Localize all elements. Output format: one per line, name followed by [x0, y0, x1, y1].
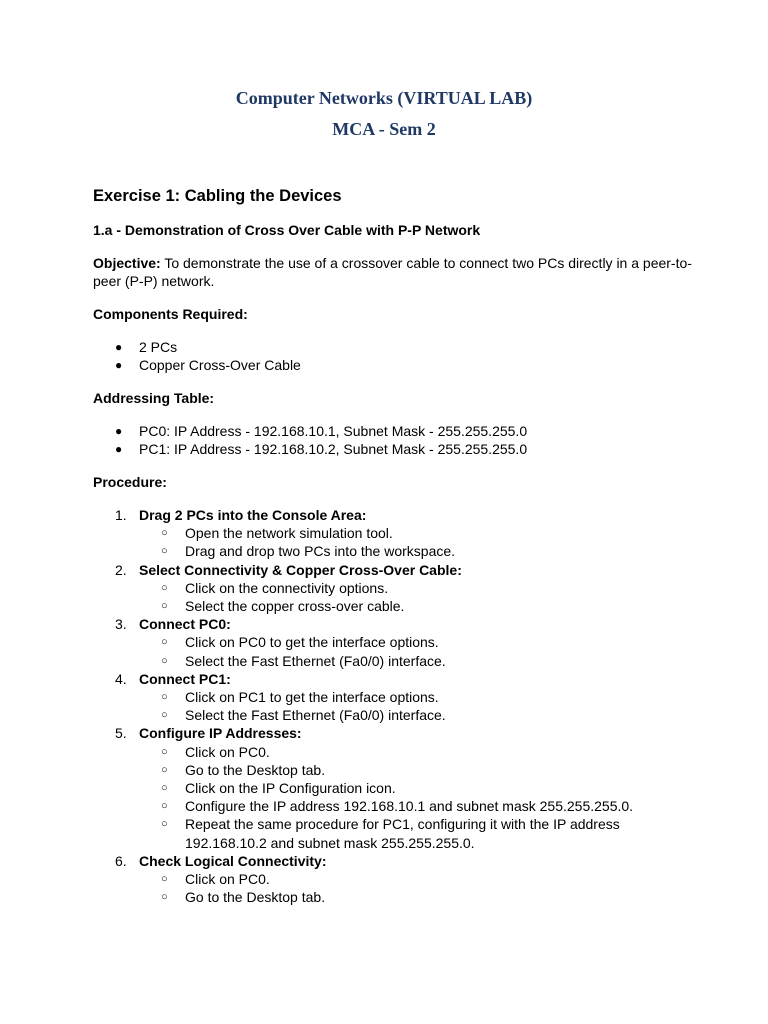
- circle-bullet-icon: ○: [161, 581, 168, 594]
- step-number: 2.: [115, 561, 127, 578]
- circle-bullet-icon: ○: [161, 545, 168, 558]
- step-title: Select Connectivity & Copper Cross-Over Cable:: [139, 561, 462, 578]
- component-text: 2 PCs: [139, 339, 178, 355]
- step-title: Drag 2 PCs into the Console Area:: [139, 507, 367, 523]
- document-title: Computer Networks (VIRTUAL LAB): [235, 88, 533, 108]
- addressing-list: [93, 422, 693, 458]
- step-substeps: [139, 870, 693, 906]
- substep-text: Go to the Desktop tab.: [185, 761, 326, 778]
- substep-text: Click on PC1 to get the interface options.: [185, 689, 439, 706]
- circle-bullet-icon: ○: [161, 818, 168, 831]
- components-label: Components Required:: [93, 306, 248, 322]
- list-item: [139, 688, 693, 706]
- step-title: Connect PC0:: [139, 616, 231, 633]
- substep-text: Open the network simulation tool.: [185, 525, 393, 542]
- list-item: [139, 652, 693, 670]
- list-item: [139, 888, 693, 906]
- bullet-icon: ●: [115, 442, 123, 456]
- circle-bullet-icon: ○: [161, 600, 168, 613]
- list-item: [139, 706, 693, 724]
- bullet-icon: ●: [115, 424, 123, 438]
- list-item: [139, 870, 693, 888]
- step-number: 5.: [115, 725, 127, 742]
- procedure-step: [93, 724, 693, 851]
- step-substeps: [139, 633, 693, 669]
- addressing-text: PC0: IP Address - 192.168.10.1, Subnet Mask - 255.255.255.0: [139, 423, 528, 439]
- objective-paragraph: [93, 254, 693, 290]
- step-title: Configure IP Addresses:: [139, 725, 302, 742]
- document-subtitle: MCA - Sem 2: [332, 119, 436, 139]
- procedure-label: Procedure:: [93, 474, 167, 490]
- circle-bullet-icon: ○: [161, 636, 168, 649]
- list-item: [139, 579, 693, 597]
- circle-bullet-icon: ○: [161, 709, 168, 722]
- procedure-step: [93, 561, 693, 616]
- substep-text: Drag and drop two PCs into the workspace.: [185, 543, 456, 560]
- bullet-icon: ●: [115, 340, 123, 354]
- substep-text: Click on PC0.: [185, 871, 270, 888]
- circle-bullet-icon: ○: [161, 527, 168, 540]
- substep-text: Go to the Desktop tab.: [185, 889, 326, 906]
- step-substeps: [139, 524, 693, 560]
- exercise-subheading: 1.a - Demonstration of Cross Over Cable with P-P Network: [93, 222, 481, 238]
- step-substeps: [139, 743, 693, 852]
- circle-bullet-icon: ○: [161, 745, 168, 758]
- list-item: [139, 779, 693, 797]
- addressing-text: PC1: IP Address - 192.168.10.2, Subnet Mask - 255.255.255.0: [139, 441, 528, 457]
- procedure-step: [93, 615, 693, 670]
- circle-bullet-icon: ○: [161, 691, 168, 704]
- list-item: [93, 356, 693, 374]
- procedure-step: [93, 852, 693, 907]
- step-substeps: [139, 579, 693, 615]
- list-item: [139, 743, 693, 761]
- list-item: [93, 338, 693, 356]
- step-number: 3.: [115, 616, 127, 633]
- components-list: [93, 338, 693, 374]
- list-item: [139, 815, 693, 851]
- list-item: [139, 797, 693, 815]
- list-item: [139, 633, 693, 651]
- component-text: Copper Cross-Over Cable: [139, 357, 301, 373]
- step-number: 1.: [115, 507, 127, 523]
- procedure-step: [93, 670, 693, 725]
- procedure-step: [93, 506, 693, 561]
- step-title: Check Logical Connectivity:: [139, 852, 327, 869]
- circle-bullet-icon: ○: [161, 763, 168, 776]
- circle-bullet-icon: ○: [161, 891, 168, 904]
- document-body: [93, 185, 693, 906]
- substep-text: Select the copper cross-over cable.: [185, 598, 405, 615]
- substep-text: Click on the connectivity options.: [185, 579, 389, 596]
- circle-bullet-icon: ○: [161, 782, 168, 795]
- circle-bullet-icon: ○: [161, 873, 168, 886]
- list-item: [139, 542, 693, 560]
- exercise-heading: Exercise 1: Cabling the Devices: [93, 187, 342, 205]
- substep-text: Configure the IP address 192.168.10.1 and subnet mask 255.255.255.0.: [185, 798, 634, 815]
- substep-text: Select the Fast Ethernet (Fa0/0) interface.: [185, 707, 446, 724]
- addressing-label: Addressing Table:: [93, 390, 215, 406]
- circle-bullet-icon: ○: [161, 654, 168, 667]
- bullet-icon: ●: [115, 358, 123, 372]
- substep-text: Click on the IP Configuration icon.: [185, 780, 396, 797]
- substep-text: Click on PC0 to get the interface options.: [185, 634, 439, 651]
- objective-text: To demonstrate the use of a crossover cable to connect two PCs directly in a peer-to-peer (P-P) network.: [93, 255, 692, 289]
- step-number: 6.: [115, 852, 127, 869]
- list-item: [139, 524, 693, 542]
- step-substeps: [139, 688, 693, 724]
- step-title: Connect PC1:: [139, 670, 231, 687]
- list-item: [139, 761, 693, 779]
- list-item: [139, 597, 693, 615]
- step-number: 4.: [115, 670, 127, 687]
- list-item: [93, 440, 693, 458]
- list-item: [93, 422, 693, 440]
- substep-text: Repeat the same procedure for PC1, configuring it with the IP address 192.168.10.2 and subnet mask 255.255.255.0.: [185, 816, 620, 851]
- substep-text: Select the Fast Ethernet (Fa0/0) interface.: [185, 652, 446, 669]
- substep-text: Click on PC0.: [185, 743, 270, 760]
- procedure-steps: [93, 506, 693, 906]
- objective-label: Objective:: [93, 255, 161, 271]
- circle-bullet-icon: ○: [161, 800, 168, 813]
